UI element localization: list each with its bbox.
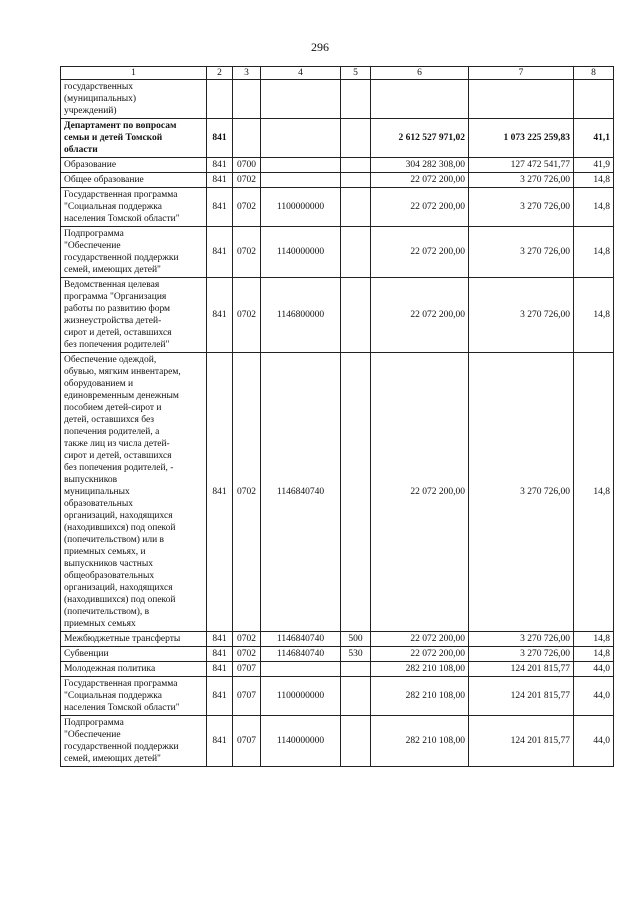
cell-expense-type xyxy=(341,173,371,188)
cell-ministry-code: 841 xyxy=(207,662,233,677)
cell-name: Субвенции xyxy=(61,647,207,662)
cell-name: Ведомственная целевая программа "Организация работы по развитию форм жизнеустройства детей- сирот и детей, оставшихся без попечения родителей" xyxy=(61,278,207,353)
table-row xyxy=(61,716,614,767)
cell-executed-amount: 3 270 726,00 xyxy=(469,278,574,353)
cell-executed-amount xyxy=(469,80,574,119)
cell-section-code: 0707 xyxy=(233,677,261,716)
cell-percent: 41,1 xyxy=(574,119,614,158)
cell-target-article: 1146840740 xyxy=(261,353,341,632)
cell-target-article: 1146800000 xyxy=(261,278,341,353)
column-header: 7 xyxy=(469,67,574,80)
cell-executed-amount: 124 201 815,77 xyxy=(469,716,574,767)
table-row xyxy=(61,158,614,173)
cell-planned-amount: 22 072 200,00 xyxy=(371,227,469,278)
cell-name: Департамент по вопросам семьи и детей Томской области xyxy=(61,119,207,158)
cell-section-code: 0702 xyxy=(233,227,261,278)
table-row xyxy=(61,632,614,647)
cell-percent: 44,0 xyxy=(574,716,614,767)
cell-section-code: 0702 xyxy=(233,188,261,227)
cell-name: Общее образование xyxy=(61,173,207,188)
cell-section-code: 0702 xyxy=(233,632,261,647)
cell-name: Государственная программа "Социальная поддержка населения Томской области" xyxy=(61,188,207,227)
cell-name: Обеспечение одеждой, обувью, мягким инвентарем, оборудованием и единовременным денежным пособием детей-сирот и детей, оставшихся без попечения родителей, а также лиц из числа детей- сирот и детей, оставшихся без попечения родителей, - выпускников муниципальных образовательных организаций, находящихся (находившихся) под опекой (попечительством) или в приемных семьях, и выпускников частных общеобразовательных организаций, находящихся (находившихся) под опекой (попечительством), в приемных семьях xyxy=(61,353,207,632)
column-header: 5 xyxy=(341,67,371,80)
cell-target-article: 1100000000 xyxy=(261,188,341,227)
column-header: 4 xyxy=(261,67,341,80)
cell-ministry-code: 841 xyxy=(207,647,233,662)
cell-ministry-code: 841 xyxy=(207,677,233,716)
cell-ministry-code xyxy=(207,80,233,119)
cell-section-code xyxy=(233,80,261,119)
cell-section-code: 0702 xyxy=(233,647,261,662)
cell-percent: 44,0 xyxy=(574,677,614,716)
cell-executed-amount: 3 270 726,00 xyxy=(469,173,574,188)
cell-percent: 14,8 xyxy=(574,353,614,632)
table-row xyxy=(61,227,614,278)
cell-expense-type xyxy=(341,677,371,716)
column-header: 3 xyxy=(233,67,261,80)
table-row xyxy=(61,188,614,227)
cell-planned-amount xyxy=(371,80,469,119)
cell-ministry-code: 841 xyxy=(207,278,233,353)
table-row xyxy=(61,119,614,158)
cell-ministry-code: 841 xyxy=(207,353,233,632)
cell-percent: 14,8 xyxy=(574,632,614,647)
cell-ministry-code: 841 xyxy=(207,632,233,647)
cell-percent: 14,8 xyxy=(574,647,614,662)
cell-planned-amount: 282 210 108,00 xyxy=(371,677,469,716)
cell-planned-amount: 282 210 108,00 xyxy=(371,716,469,767)
cell-planned-amount: 22 072 200,00 xyxy=(371,632,469,647)
cell-planned-amount: 2 612 527 971,02 xyxy=(371,119,469,158)
budget-table xyxy=(60,66,614,767)
cell-target-article: 1140000000 xyxy=(261,716,341,767)
cell-ministry-code: 841 xyxy=(207,188,233,227)
cell-planned-amount: 22 072 200,00 xyxy=(371,173,469,188)
column-header: 1 xyxy=(61,67,207,80)
cell-percent: 41,9 xyxy=(574,158,614,173)
cell-expense-type xyxy=(341,188,371,227)
cell-planned-amount: 282 210 108,00 xyxy=(371,662,469,677)
cell-planned-amount: 22 072 200,00 xyxy=(371,353,469,632)
cell-target-article: 1146840740 xyxy=(261,632,341,647)
column-header: 2 xyxy=(207,67,233,80)
cell-planned-amount: 22 072 200,00 xyxy=(371,188,469,227)
cell-target-article xyxy=(261,80,341,119)
column-header: 6 xyxy=(371,67,469,80)
cell-section-code: 0700 xyxy=(233,158,261,173)
cell-executed-amount: 3 270 726,00 xyxy=(469,188,574,227)
table-row xyxy=(61,353,614,632)
cell-section-code xyxy=(233,119,261,158)
cell-percent: 14,8 xyxy=(574,278,614,353)
cell-target-article xyxy=(261,662,341,677)
table-row xyxy=(61,278,614,353)
cell-percent: 44,0 xyxy=(574,662,614,677)
cell-executed-amount: 124 201 815,77 xyxy=(469,677,574,716)
column-header: 8 xyxy=(574,67,614,80)
cell-executed-amount: 3 270 726,00 xyxy=(469,647,574,662)
cell-expense-type xyxy=(341,716,371,767)
cell-target-article: 1146840740 xyxy=(261,647,341,662)
cell-section-code: 0702 xyxy=(233,173,261,188)
cell-ministry-code: 841 xyxy=(207,716,233,767)
cell-target-article: 1100000000 xyxy=(261,677,341,716)
cell-expense-type xyxy=(341,353,371,632)
cell-executed-amount: 1 073 225 259,83 xyxy=(469,119,574,158)
cell-ministry-code: 841 xyxy=(207,173,233,188)
cell-name: Межбюджетные трансферты xyxy=(61,632,207,647)
cell-expense-type: 530 xyxy=(341,647,371,662)
cell-expense-type: 500 xyxy=(341,632,371,647)
table-body xyxy=(61,80,614,767)
cell-target-article xyxy=(261,173,341,188)
cell-executed-amount: 3 270 726,00 xyxy=(469,353,574,632)
cell-executed-amount: 124 201 815,77 xyxy=(469,662,574,677)
cell-executed-amount: 3 270 726,00 xyxy=(469,227,574,278)
cell-planned-amount: 22 072 200,00 xyxy=(371,647,469,662)
cell-name: Подпрограмма "Обеспечение государственной поддержки семей, имеющих детей" xyxy=(61,227,207,278)
table-row xyxy=(61,662,614,677)
cell-name: государственных (муниципальных) учреждений) xyxy=(61,80,207,119)
cell-expense-type xyxy=(341,158,371,173)
cell-section-code: 0707 xyxy=(233,716,261,767)
cell-target-article xyxy=(261,119,341,158)
table-row xyxy=(61,677,614,716)
cell-expense-type xyxy=(341,662,371,677)
cell-name: Государственная программа "Социальная поддержка населения Томской области" xyxy=(61,677,207,716)
cell-section-code: 0702 xyxy=(233,278,261,353)
cell-executed-amount: 3 270 726,00 xyxy=(469,632,574,647)
cell-percent: 14,8 xyxy=(574,188,614,227)
cell-planned-amount: 304 282 308,00 xyxy=(371,158,469,173)
page-number: 296 xyxy=(311,40,329,54)
cell-name: Молодежная политика xyxy=(61,662,207,677)
cell-ministry-code: 841 xyxy=(207,158,233,173)
cell-executed-amount: 127 472 541,77 xyxy=(469,158,574,173)
table-row xyxy=(61,647,614,662)
table-row xyxy=(61,173,614,188)
cell-percent xyxy=(574,80,614,119)
table-header-row xyxy=(61,67,614,80)
cell-name: Подпрограмма "Обеспечение государственной поддержки семей, имеющих детей" xyxy=(61,716,207,767)
cell-target-article xyxy=(261,158,341,173)
table-row xyxy=(61,80,614,119)
cell-expense-type xyxy=(341,80,371,119)
cell-section-code: 0707 xyxy=(233,662,261,677)
cell-name: Образование xyxy=(61,158,207,173)
cell-percent: 14,8 xyxy=(574,173,614,188)
cell-target-article: 1140000000 xyxy=(261,227,341,278)
cell-ministry-code: 841 xyxy=(207,227,233,278)
cell-expense-type xyxy=(341,119,371,158)
cell-percent: 14,8 xyxy=(574,227,614,278)
cell-section-code: 0702 xyxy=(233,353,261,632)
cell-expense-type xyxy=(341,227,371,278)
cell-ministry-code: 841 xyxy=(207,119,233,158)
cell-expense-type xyxy=(341,278,371,353)
cell-planned-amount: 22 072 200,00 xyxy=(371,278,469,353)
